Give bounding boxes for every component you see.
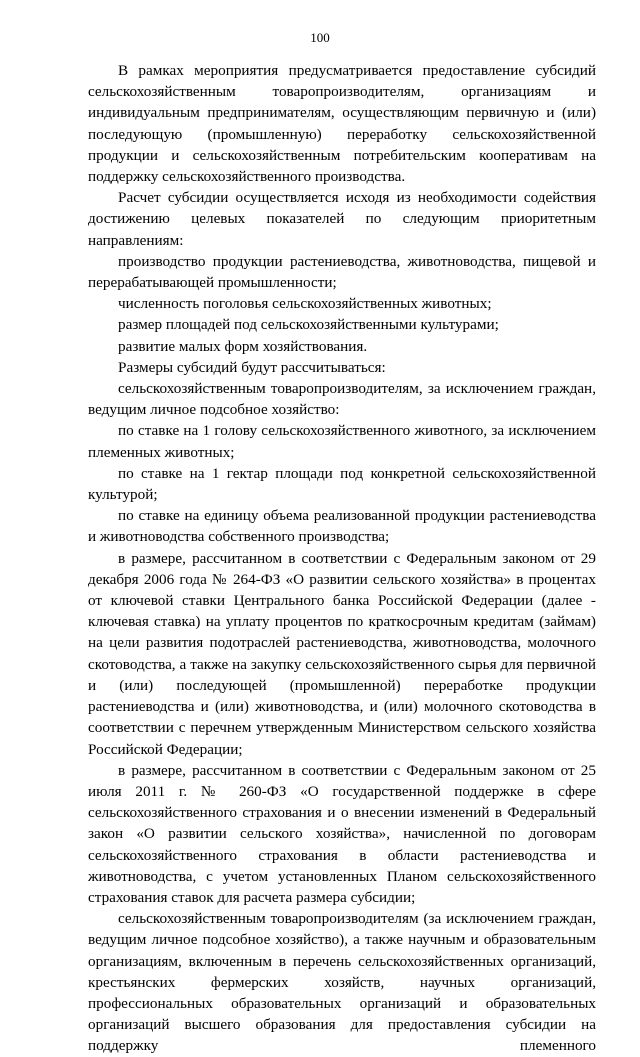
list-item-producers: сельскохозяйственным товаропроизводителям, за исключением граждан, ведущим личное подсобное хозяйство: <box>88 380 596 419</box>
list-item-insurance: в размере, рассчитанном в соответствии с Федеральным законом от 25 июля 2011 г. № 260-ФЗ «О государственной поддержке в сфере сельскохозяйственного страхования и о внесении изменений в Федеральный закон «О развитии сельского хозяйства», начисленной по договорам сельскохозяйственного страхования в области растениеводства и животноводства, с учетом установленных Планом сельскохозяйственного страхования ставок для расчета размера субсидии; <box>88 761 596 906</box>
list-item-key-rate-interest: в размере, рассчитанном в соответствии с Федеральным законом от 29 декабря 2006 года № 264-ФЗ «О развитии сельского хозяйства» в процентах от ключевой ставки Центрального банка Российской Федерации (далее - ключевая ставка) на уплату процентов по краткосрочным кредитам (займам) на цели развития подотраслей растениеводства, животноводства, молочного скотоводства, а также на закупку сельскохозяйственного сырья для первичной и (или) последующей (промышленной) переработке продукции растениеводства и (или) животноводства, и (или) молочного скотоводства в соответствии с перечнем утвержденным Министерством сельского хозяйства Российской Федерации; <box>88 549 596 758</box>
document-body <box>88 60 596 1057</box>
list-item-small-business: развитие малых форм хозяйствования. <box>118 337 368 355</box>
paragraph-subsidy-calculation: Расчет субсидии осуществляется исходя из необходимости содействия достижению целевых показателей по следующим приоритетным направлениям: <box>88 189 596 249</box>
paragraph-subsidy-sizes: Размеры субсидий будут рассчитываться: <box>118 358 386 376</box>
list-item-rate-per-head: по ставке на 1 голову сельскохозяйственного животного, за исключением племенных животных; <box>88 422 596 461</box>
list-item-breeding-support: сельскохозяйственным товаропроизводителям (за исключением граждан, ведущим личное подсобное хозяйство), а также научным и образовательным организациям, включенным в перечень сельскохозяйственных организаций, крестьянских фермерских хозяйств, научных организаций, профессиональных образовательных организаций и образовательных организаций высшего образования для предоставления субсидии на поддержку племенного <box>88 910 596 1055</box>
list-item-production: производство продукции растениеводства, животноводства, пищевой и перерабатывающей промышленности; <box>88 252 596 292</box>
list-item-crop-area: размер площадей под сельскохозяйственными культурами; <box>118 316 499 334</box>
paragraph-subsidy-intro: В рамках мероприятия предусматривается предоставление субсидий сельскохозяйственным товаропроизводителям, организациям и индивидуальным предпринимателям, осуществляющим первичную и (или) последующую (промышленную) переработку сельскохозяйственной продукции и сельскохозяйственным потребительским кооперативам на поддержку сельскохозяйственного производства. <box>88 62 596 186</box>
list-item-livestock-count: численность поголовья сельскохозяйственных животных; <box>118 295 492 313</box>
list-item-rate-per-hectare: по ставке на 1 гектар площади под конкретной сельскохозяйственной культурой; <box>88 464 596 504</box>
page-number: 100 <box>310 30 330 45</box>
list-item-rate-per-volume: по ставке на единицу объема реализованной продукции растениеводства и животноводства собственного производства; <box>88 507 596 546</box>
